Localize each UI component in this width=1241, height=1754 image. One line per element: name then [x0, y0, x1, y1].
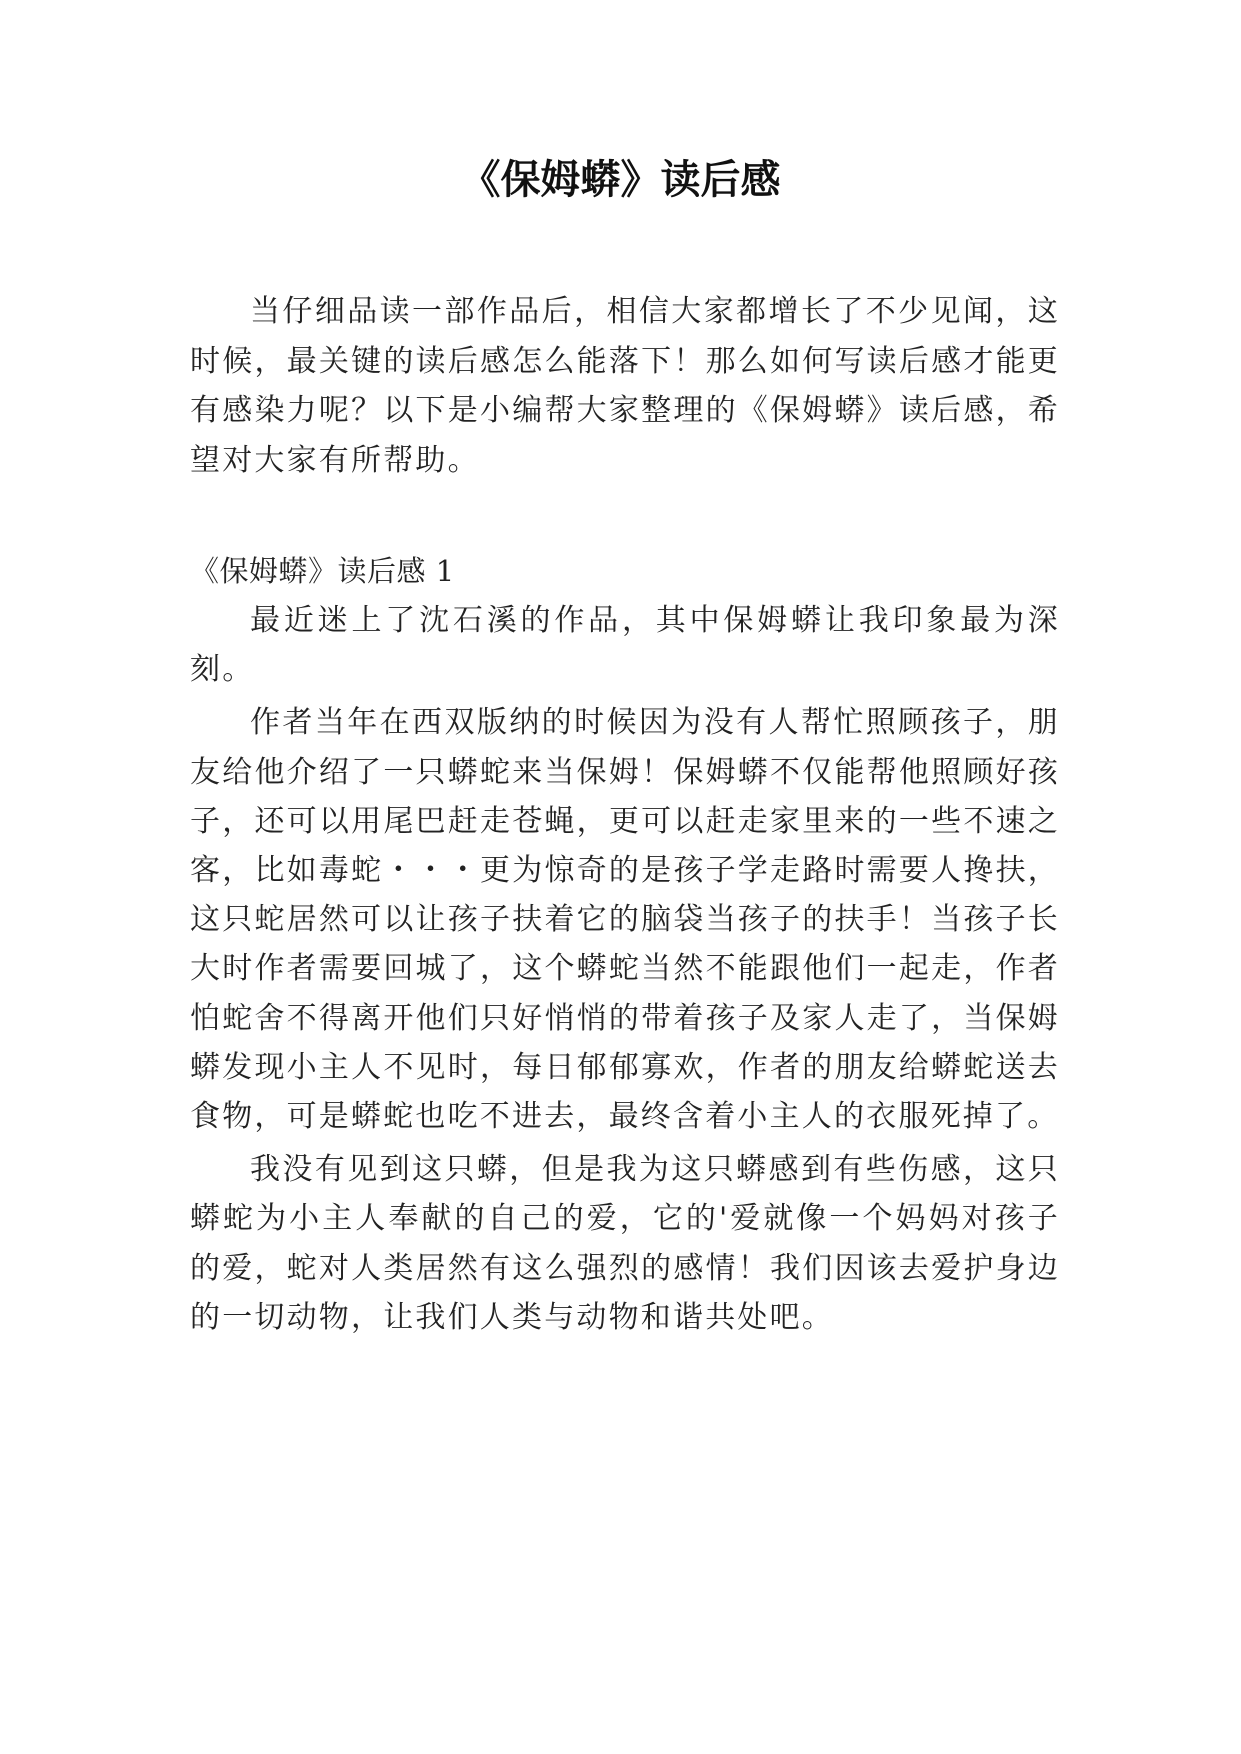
- body-paragraph-2: 作者当年在西双版纳的时候因为没有人帮忙照顾孩子，朋友给他介绍了一只蟒蛇来当保姆！保姆蟒不仅能帮他照顾好孩子，还可以用尾巴赶走苍蝇，更可以赶走家里来的一些不速之客，比如毒蛇・・・更为惊奇的是孩子学走路时需要人搀扶，这只蛇居然可以让孩子扶着它的脑袋当孩子的扶手！当孩子长大时作者需要回城了，这个蟒蛇当然不能跟他们一起走，作者怕蛇舍不得离开他们只好悄悄的带着孩子及家人走了，当保姆蟒发现小主人不见时，每日郁郁寡欢，作者的朋友给蟒蛇送去食物，可是蟒蛇也吃不进去，最终含着小主人的衣服死掉了。: [190, 705, 1060, 1135]
- document-title: 《保姆蟒》读后感: [460, 157, 781, 203]
- body-paragraph-3: 我没有见到这只蟒，但是我为这只蟒感到有些伤感，这只蟒蛇为小主人奉献的自己的爱，它的'爱就像一个妈妈对孩子的爱，蛇对人类居然有这么强烈的感情！我们因该去爱护身边的一切动物，让我们人类与动物和谐共处吧。: [190, 1152, 1060, 1335]
- document-body: [190, 287, 1060, 1342]
- section-heading: 《保姆蟒》读后感 1: [190, 554, 455, 588]
- intro-paragraph: 当仔细品读一部作品后，相信大家都增长了不少见闻，这时候，最关键的读后感怎么能落下！那么如何写读后感才能更有感染力呢？以下是小编帮大家整理的《保姆蟒》读后感，希望对大家有所帮助。: [190, 294, 1060, 478]
- body-paragraph-1: 最近迷上了沈石溪的作品，其中保姆蟒让我印象最为深刻。: [190, 603, 1060, 688]
